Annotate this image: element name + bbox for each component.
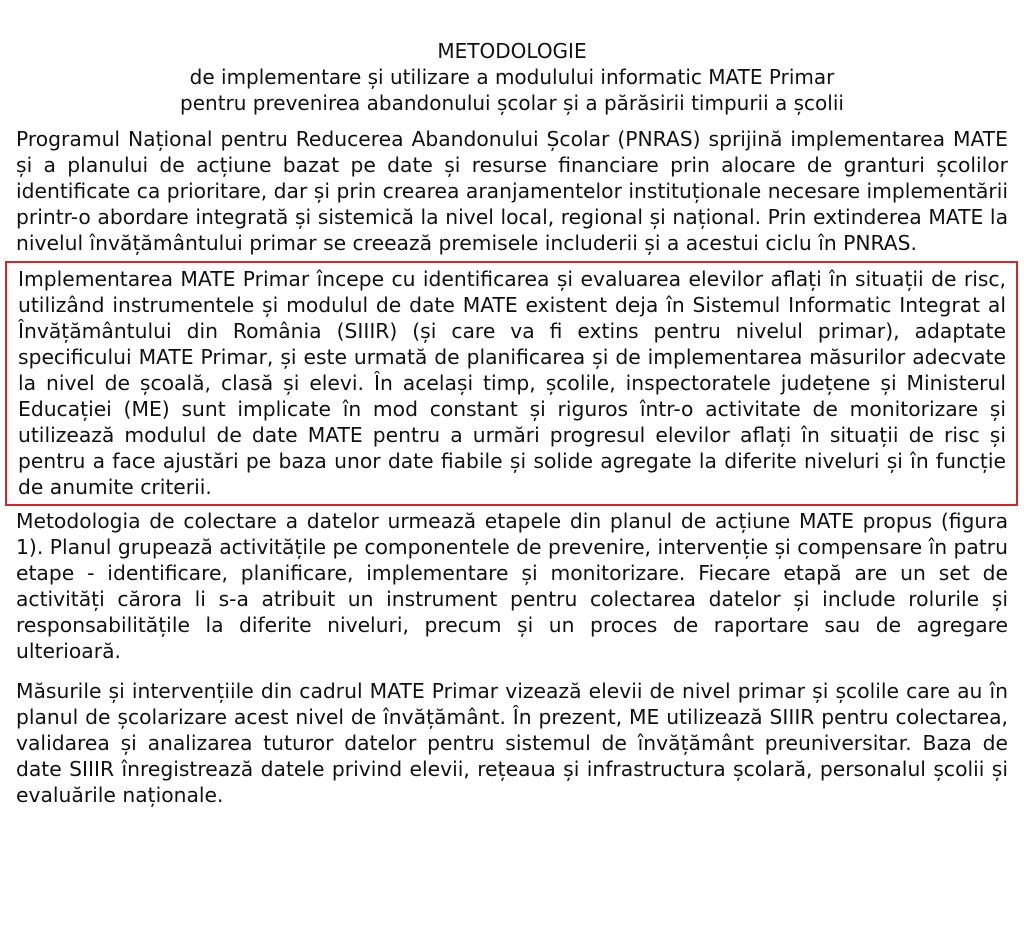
paragraph-pnras: Programul Național pentru Reducerea Abandonului Școlar (PNRAS) sprijină implementarea MATE și a planului de acțiune bazat pe date și resurse financiare prin alocare de granturi școlilor identificate ca prioritare, dar și prin crearea aranjamentelor instituționale necesare implementării printr-o abordare integrată și sistemică la nivel local, regional și național. Prin extinderea MATE la nivelul învățământului primar se creează premisele includerii și a acestui ciclu în PNRAS.: [16, 127, 1008, 255]
title-block: [14, 38, 1010, 116]
paragraph-implementation: Implementarea MATE Primar începe cu identificarea și evaluarea elevilor aflați în situații de risc, utilizând instrumentele și modulul de date MATE existent deja în Sistemul Informatic Integrat al Învățământului din România (SIIIR) (și care va fi extins pentru nivelul primar), adaptate specificului MATE Primar, și este urmată de planificarea și de implementarea măsurilor adecvate la nivel de școală, clasă și elevi. În același timp, școlile, inspectoratele județene și Ministerul Educației (ME) sunt implicate în mod constant și riguros într-o activitate de monitorizare și utilizează modulul de date MATE pentru a urmări progresul elevilor aflați în situații de risc și pentru a face ajustări pe baza unor date fiabile și solide agregate la diferite niveluri și în funcție de anumite criterii.: [18, 267, 1006, 499]
document-title: METODOLOGIE: [437, 39, 587, 63]
paragraph-methodology: Metodologia de colectare a datelor urmează etapele din planul de acțiune MATE propus (figura 1). Planul grupează activitățile pe componentele de prevenire, intervenție și compensare în patru etape - identificare, planificare, implementare și monitorizare. Fiecare etapă are un set de activități cărora li s-a atribuit un instrument pentru colectarea datelor și include rolurile și responsabilitățile la diferite niveluri, precum și un proces de raportare sau de agregare ulterioară.: [16, 509, 1008, 663]
document-subtitle-line-2: pentru prevenirea abandonului școlar și a părăsirii timpurii a școlii: [180, 91, 844, 115]
document-page: [14, 38, 1010, 808]
highlighted-paragraph-box: [5, 261, 1018, 506]
paragraph-measures: Măsurile și intervențiile din cadrul MATE Primar vizează elevii de nivel primar și școlile care au în planul de școlarizare acest nivel de învățământ. În prezent, ME utilizează SIIIR pentru colectarea, validarea și analizarea tuturor datelor pentru sistemul de învățământ preuniversitar. Baza de date SIIIR înregistrează datele privind elevii, rețeaua și infrastructura școlară, personalul școlii și evaluările naționale.: [16, 679, 1008, 807]
document-subtitle-line-1: de implementare și utilizare a modulului informatic MATE Primar: [189, 65, 835, 89]
